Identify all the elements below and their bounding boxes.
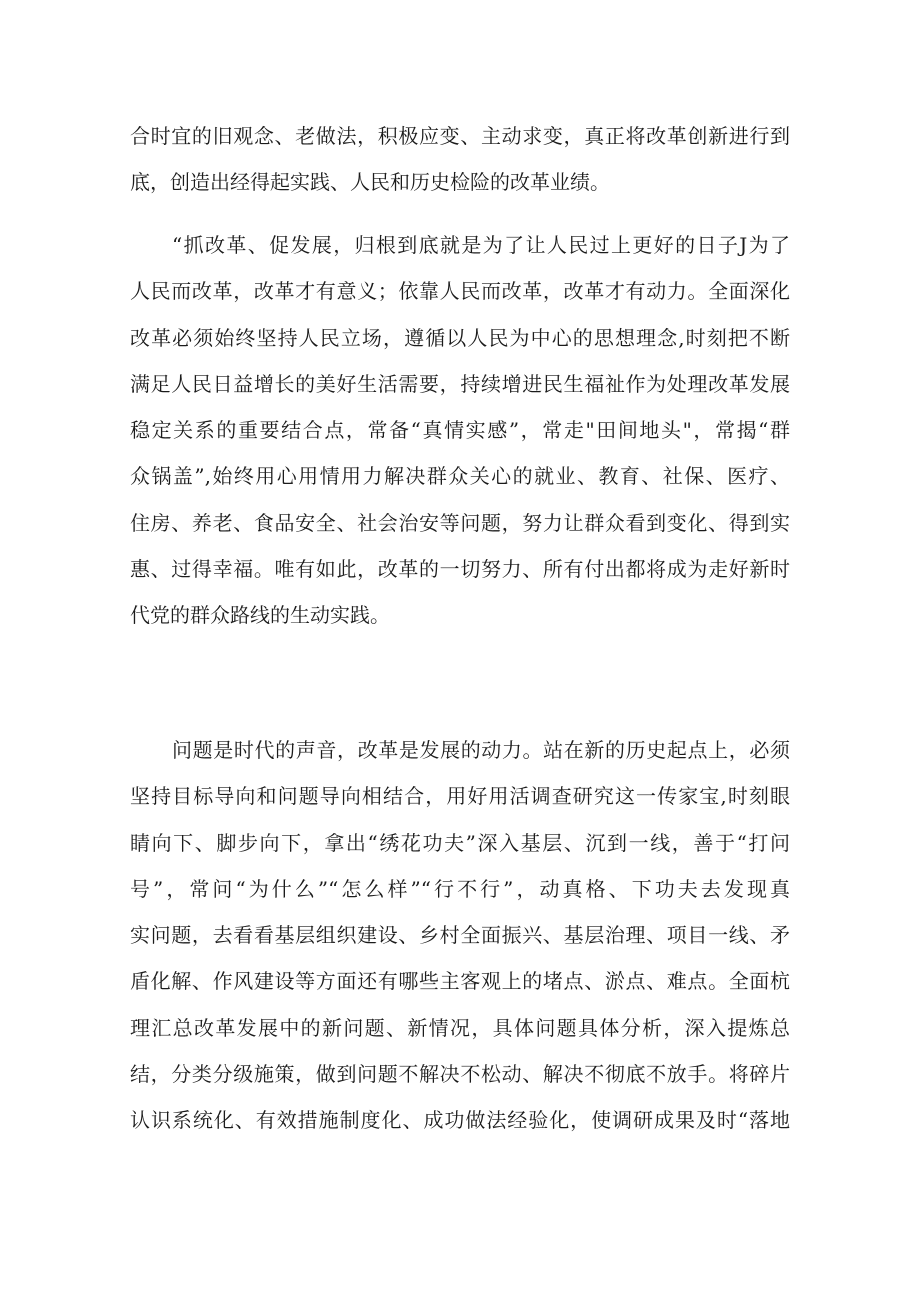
paragraph-2	[130, 222, 790, 639]
paragraph-line: 盾化解、作风建设等方面还有哪些主客观上的堵点、淤点、难点。全面杭	[130, 969, 790, 994]
paragraph-line: 住房、养老、食品安全、社会治安等问题，努力让群众看到变化、得到实	[130, 510, 790, 535]
paragraph-line: 睛向下、脚步向下，拿出“绣花功夫”深入基层、沉到一线，善于“打问	[130, 830, 790, 855]
paragraph-line: 惠、过得幸福。唯有如此，改革的一切努力、所有付出都将成为走好新时	[130, 557, 790, 582]
paragraph-line: 问题是时代的声音，改革是发展的动力。站在新的历史起点上，必须	[172, 738, 790, 762]
paragraph-line: 改革必须始终坚持人民立场，遵循以人民为中心的思想理念,时刻把不断	[130, 325, 790, 350]
paragraph-line: 代党的群众路线的生动实践。	[130, 603, 390, 628]
paragraph-line: 坚持目标导向和问题导向相结合，用好用活调查研究这一传家宝,时刻眼	[130, 784, 790, 809]
paragraph-line: 稳定关系的重要结合点，常备“真情实感”，常走"田间地头"，常揭“群	[130, 418, 790, 443]
paragraph-1	[130, 113, 790, 206]
paragraph-line: 号”，常问“为什么”“怎么样”“行不行”，动真格、下功夫去发现真	[130, 876, 790, 901]
paragraph-line: 底，创造出经得起实践、人民和历史检险的改革业绩。	[130, 170, 610, 195]
paragraph-line: 结，分类分级施策，做到问题不解决不松动、解决不彻底不放手。将碎片	[130, 1062, 790, 1087]
paragraph-line: “抓改革、促发展，归根到底就是为了让人民过上更好的日子J为了	[172, 233, 790, 257]
paragraph-line: 理汇总改革发展中的新问题、新情况，具体问题具体分析，深入提炼总	[130, 1015, 790, 1040]
paragraph-line: 实问题，去看看基层组织建设、乡村全面振兴、基层治理、项目一线、矛	[130, 923, 790, 948]
paragraph-line: 众锅盖”,始终用心用情用力解决群众关心的就业、教育、社保、医疗、	[130, 464, 790, 489]
paragraph-line: 合时宜的旧观念、老做法，积极应变、主动求变，真正将改革创新进行到	[130, 124, 790, 148]
paragraph-line: 满足人民日益增长的美好生活需要，持续增进民生福祉作为处理改革发展	[130, 371, 790, 396]
paragraph-line: 认识系统化、有效措施制度化、成功做法经验化，使调研成果及时“落地	[130, 1108, 790, 1133]
paragraph-3	[130, 727, 790, 1144]
paragraph-line: 人民而改革，改革才有意义；依靠人民而改革，改革才有动力。全面深化	[130, 279, 790, 304]
